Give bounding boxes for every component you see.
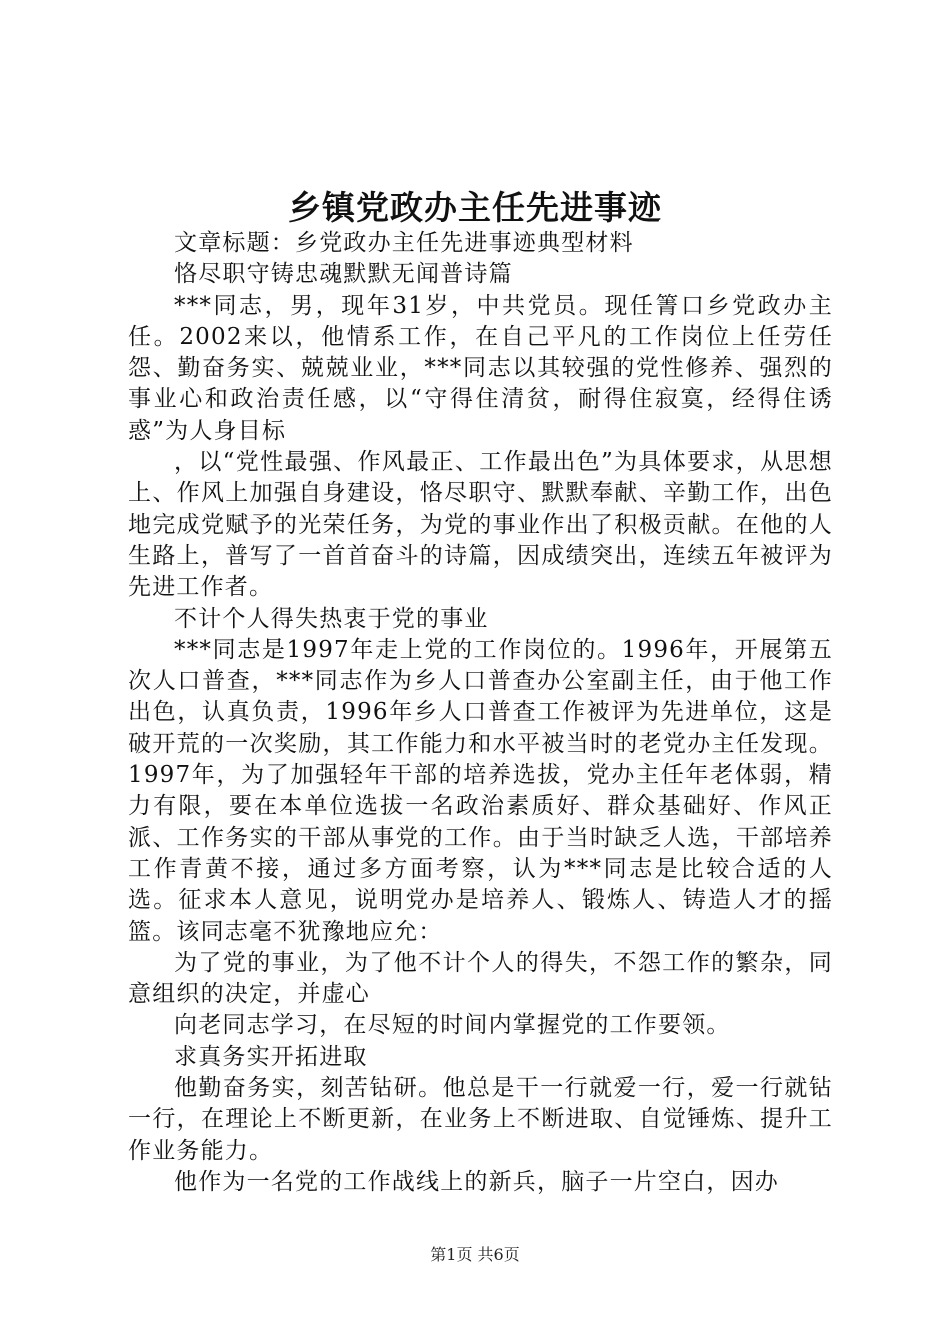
paragraph: 为了党的事业，为了他不计个人的得失，不怨工作的繁杂，同意组织的决定，并虚心 (128, 949, 833, 1008)
paragraph: 他勤奋务实，刻苦钻研。他总是干一行就爱一行，爱一行就钻一行，在理论上不断更新，在业务上不断进取、自觉锤炼、提升工作业务能力。 (128, 1075, 833, 1164)
paragraph: ***同志是1997年走上党的工作岗位的。1996年，开展第五次人口普查，***同志作为乡人口普查办公室副主任，由于他工作出色，认真负责，1996年乡人口普查工作被评为先进单位，这是破开荒的一次奖励，其工作能力和水平被当时的老党办主任发现。1997年，为了加强轻年干部的培养选拔，党办主任年老体弱，精力有限，要在本单位选拔一名政治素质好、群众基础好、作风正派、工作务实的干部从事党的工作。由于当时缺乏人选，干部培养工作青黄不接，通过多方面考察，认为***同志是比较合适的人选。征求本人意见，说明党办是培养人、锻炼人、铸造人才的摇篮。该同志毫不犹豫地应允： (128, 636, 833, 945)
document-title: 乡镇党政办主任先进事迹 (288, 188, 662, 227)
paragraph: 他作为一名党的工作战线上的新兵，脑子一片空白，因办 (174, 1168, 779, 1195)
section-heading: 求真务实开拓进取 (174, 1043, 368, 1070)
paragraph: ，以“党性最强、作风最正、工作最出色”为具体要求，从思想上、作风上加强自身建设，恪尽职守、默默奉献、辛勤工作，出色地完成党赋予的光荣任务，为党的事业作出了积极贡献。在他的人生路上，普写了一首首奋斗的诗篇，因成绩突出，连续五年被评为先进工作者。 (128, 449, 833, 601)
section-heading: 恪尽职守铸忠魂默默无闻普诗篇 (174, 261, 513, 288)
paragraph: ***同志，男，现年31岁，中共党员。现任箐口乡党政办主任。2002来以，他情系工作，在自己平凡的工作岗位上任劳任怨、勤奋务实、兢兢业业，***同志以其较强的党性修养、强烈的事业心和政治责任感，以“守得住清贫，耐得住寂寞，经得住诱惑”为人身目标 (128, 292, 833, 444)
document-body (128, 228, 833, 1198)
page-number-footer: 第1页 共6页 (430, 1245, 520, 1264)
section-heading: 不计个人得失热衷于党的事业 (174, 605, 489, 632)
paragraph-article-title: 文章标题：乡党政办主任先进事迹典型材料 (174, 230, 634, 256)
paragraph: 向老同志学习，在尽短的时间内掌握党的工作要领。 (174, 1012, 731, 1039)
